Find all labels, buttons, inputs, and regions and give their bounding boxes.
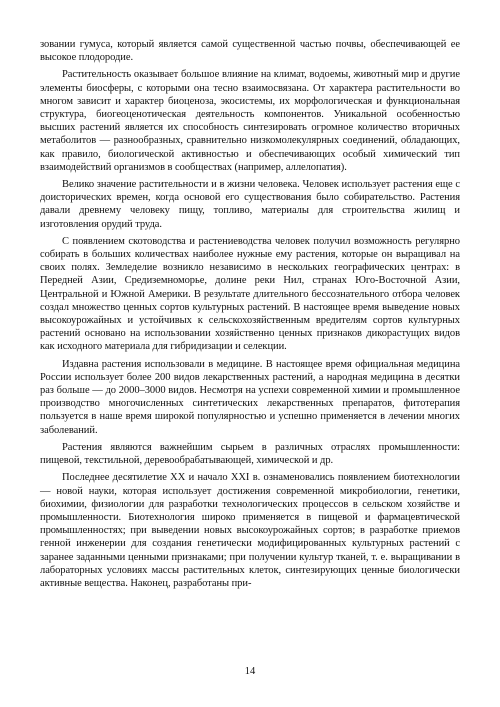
paragraph-medicine: Издавна растения использовали в медицине. В настоящее время официальная медицина России использует более 200 видов лекарственных растений, а народная медицина в десятки раз больше — до 2000–3000 видов. Несмотря на успехи современной химии и промышленное производство многочисленных синтетических лекарственных препаратов, фитотерапия пользуется в наше время широкой популярностью и успешно применяется в лечении многих заболеваний. <box>40 358 460 436</box>
paragraph-vegetation-human-life: Велико значение растительности и в жизни человека. Человек использует растения еще с доисторических времен, когда основой его существования было собирательство. Растения давали древнему человеку пищу, топливо, материалы для строительства жилищ и изготовления орудий труда. <box>40 179 460 230</box>
paragraph-continuation: зовании гумуса, который является самой существенной частью почвы, обеспечивающей ее высокое плодородие. <box>40 39 460 64</box>
page-body <box>40 38 460 594</box>
paragraph-industry: Растения являются важнейшим сырьем в различных отраслях промышленности: пищевой, текстильной, деревообрабатывающей, химической и др. <box>40 441 460 467</box>
page-number: 14 <box>244 666 256 677</box>
paragraph-agriculture: С появлением скотоводства и растениеводства человек получил возможность регулярно собирать в больших количествах наиболее нужные ему растения, которые он выращивал на своих полях. Земледелие возникло независимо в нескольких географических центрах: в Передней Азии, Средиземноморье, долине реки Нил, странах Юго-Восточной Азии, Центральной и Южной Америки. В результате длительного бессознательного отбора человек создал множество ценных сортов культурных растений. В настоящее время выведение новых высокоурожайных и устойчивых к сельскохозяйственным вредителям сортов культурных растений основано на использовании хозяйственно ценных признаков дикорастущих видов как исходного материала для гибридизации и селекции. <box>40 235 460 353</box>
paragraph-biotechnology: Последнее десятилетие XX и начало XXI в. ознаменовались появлением биотехнологии — новой науки, которая использует достижения современной микробиологии, генетики, биохимии, физиологии для разработки технологических процессов в сельском хозяйстве и промышленности. Биотехнология широко применяется в пищевой и фармацевтической промышленностях; при выведении новых высокоурожайных сортов; в разработке приемов генной инженерии для создания генетически модифицированных культурных растений с заранее заданными ценными признаками; при получении культур тканей, т. е. выращивании в лабораторных условиях массы растительных клеток, синтезирующих ценные биологически активные вещества. Наконец, разработаны при- <box>40 472 460 589</box>
paragraph-vegetation-biosphere: Растительность оказывает большое влияние на климат, водоемы, животный мир и другие элементы биосферы, с которыми она тесно взаимосвязана. От характера растительности во многом зависит и характер биоценоза, экосистемы, их морфологическая и функциональная структура, биогеоценотическая деятельность компонентов. Уникальной особенностью высших растений является их способность синтезировать огромное количество вторичных метаболитов — разнообразных, сравнительно низкомолекулярных соединений, обладающих, как правило, биологической активностью и обеспечивающих особый химический тип взаимодействий организмов в сообществах (например, аллелопатия). <box>40 69 460 173</box>
